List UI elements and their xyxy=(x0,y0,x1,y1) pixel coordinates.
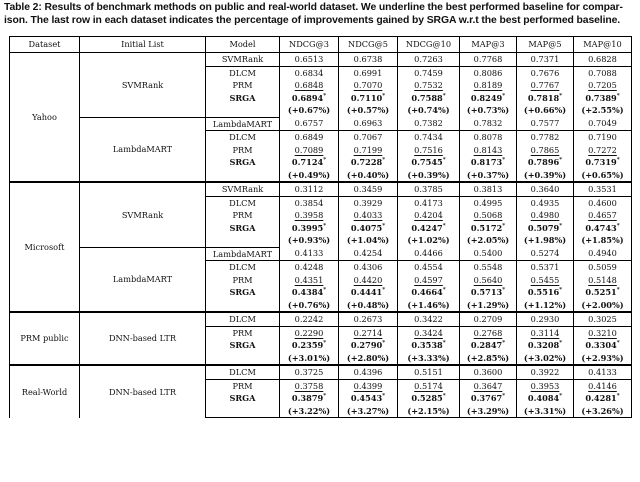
table-row xyxy=(10,117,632,131)
model-cell: DLCM xyxy=(206,66,280,79)
initial-list-cell: LambdaMART xyxy=(80,117,206,182)
metric-value-cell: 0.4935 xyxy=(517,196,574,209)
metric-value-cell: 0.4597 xyxy=(398,274,460,287)
model-cell: SRGA xyxy=(206,392,280,405)
model-cell: PRM xyxy=(206,144,280,157)
model-cell: DLCM xyxy=(206,261,280,274)
metric-value-cell: 0.5068 xyxy=(460,209,517,222)
metric-value-cell: 0.7263 xyxy=(398,53,460,67)
model-cell: LambdaMART xyxy=(206,247,280,261)
model-cell: DLCM xyxy=(206,196,280,209)
metric-value-cell: 0.7199 xyxy=(339,144,398,157)
header-cell: NDCG@5 xyxy=(339,37,398,53)
metric-value-cell: 0.5148 xyxy=(574,274,632,287)
metric-value-cell: (+1.29%) xyxy=(460,299,517,313)
metric-value-cell: 0.4133 xyxy=(280,247,339,261)
metric-value-cell: 0.4204 xyxy=(398,209,460,222)
model-cell: SRGA xyxy=(206,222,280,235)
metric-value-cell: 0.4995 xyxy=(460,196,517,209)
metric-value-cell: (+0.37%) xyxy=(460,169,517,183)
dataset-cell: Real-World xyxy=(10,365,80,418)
metric-value-cell: (+1.85%) xyxy=(574,234,632,247)
metric-value-cell: (+0.49%) xyxy=(280,169,339,183)
metric-value-cell: 0.6894* xyxy=(280,92,339,105)
initial-list-cell: LambdaMART xyxy=(80,247,206,312)
header-cell: Dataset xyxy=(10,37,80,53)
metric-value-cell: 0.7228* xyxy=(339,156,398,169)
metric-value-cell: 0.2714 xyxy=(339,326,398,339)
model-cell: DLCM xyxy=(206,131,280,144)
metric-value-cell: 0.4306 xyxy=(339,261,398,274)
metric-value-cell: 0.7532 xyxy=(398,79,460,92)
metric-value-cell: 0.2242 xyxy=(280,312,339,326)
table-caption xyxy=(4,1,636,27)
metric-value-cell: 0.3767* xyxy=(460,392,517,405)
model-cell: SVMRank xyxy=(206,182,280,196)
metric-value-cell: 0.5371 xyxy=(517,261,574,274)
metric-value-cell: 0.8249* xyxy=(460,92,517,105)
metric-value-cell: 0.2359* xyxy=(280,339,339,352)
metric-value-cell: 0.4657 xyxy=(574,209,632,222)
header-cell: Initial List xyxy=(80,37,206,53)
metric-value-cell: 0.3538* xyxy=(398,339,460,352)
metric-value-cell: 0.4940 xyxy=(574,247,632,261)
metric-value-cell: 0.3424 xyxy=(398,326,460,339)
metric-value-cell: 0.5640 xyxy=(460,274,517,287)
initial-list-cell: DNN-based LTR xyxy=(80,312,206,365)
metric-value-cell: 0.7832 xyxy=(460,117,517,131)
metric-value-cell: 0.5059 xyxy=(574,261,632,274)
metric-value-cell: 0.3813 xyxy=(460,182,517,196)
metric-value-cell: 0.3879* xyxy=(280,392,339,405)
metric-value-cell: 0.3531 xyxy=(574,182,632,196)
metric-value-cell: 0.3725 xyxy=(280,365,339,379)
model-cell xyxy=(206,299,280,313)
metric-value-cell: 0.6834 xyxy=(280,66,339,79)
metric-value-cell: 0.5285* xyxy=(398,392,460,405)
metric-value-cell: 0.3929 xyxy=(339,196,398,209)
table-row xyxy=(10,365,632,379)
metric-value-cell: 0.7371 xyxy=(517,53,574,67)
header-row xyxy=(10,37,632,53)
metric-value-cell: (+1.04%) xyxy=(339,234,398,247)
metric-value-cell: 0.7070 xyxy=(339,79,398,92)
metric-value-cell: (+1.12%) xyxy=(517,299,574,313)
metric-value-cell: 0.4441* xyxy=(339,286,398,299)
metric-value-cell: 0.2290 xyxy=(280,326,339,339)
metric-value-cell: (+0.66%) xyxy=(517,104,574,117)
model-cell: PRM xyxy=(206,209,280,222)
metric-value-cell: 0.4420 xyxy=(339,274,398,287)
metric-value-cell: 0.3785 xyxy=(398,182,460,196)
header-cell: NDCG@3 xyxy=(280,37,339,53)
metric-value-cell: 0.4084* xyxy=(517,392,574,405)
metric-value-cell: (+0.76%) xyxy=(280,299,339,313)
metric-value-cell: 0.5172* xyxy=(460,222,517,235)
metric-value-cell: 0.7205 xyxy=(574,79,632,92)
metric-value-cell: 0.7089 xyxy=(280,144,339,157)
metric-value-cell: 0.5548 xyxy=(460,261,517,274)
dataset-cell: Yahoo xyxy=(10,53,80,183)
metric-value-cell: 0.3208* xyxy=(517,339,574,352)
metric-value-cell: 0.4980 xyxy=(517,209,574,222)
metric-value-cell: (+3.29%) xyxy=(460,405,517,418)
metric-value-cell: 0.7516 xyxy=(398,144,460,157)
metric-value-cell: 0.4254 xyxy=(339,247,398,261)
results-table xyxy=(9,36,632,418)
metric-value-cell: 0.4554 xyxy=(398,261,460,274)
metric-value-cell: (+0.67%) xyxy=(280,104,339,117)
metric-value-cell: (+1.98%) xyxy=(517,234,574,247)
metric-value-cell: 0.4543* xyxy=(339,392,398,405)
metric-value-cell: (+3.22%) xyxy=(280,405,339,418)
metric-value-cell: 0.7545* xyxy=(398,156,460,169)
metric-value-cell: 0.4075* xyxy=(339,222,398,235)
model-cell xyxy=(206,234,280,247)
metric-value-cell: 0.4281* xyxy=(574,392,632,405)
metric-value-cell: 0.7049 xyxy=(574,117,632,131)
metric-value-cell: 0.7067 xyxy=(339,131,398,144)
metric-value-cell: 0.4247* xyxy=(398,222,460,235)
metric-value-cell: 0.6963 xyxy=(339,117,398,131)
metric-value-cell: 0.4399 xyxy=(339,379,398,392)
initial-list-cell: SVMRank xyxy=(80,53,206,118)
metric-value-cell: 0.8086 xyxy=(460,66,517,79)
model-cell xyxy=(206,405,280,418)
model-cell: LambdaMART xyxy=(206,117,280,131)
metric-value-cell: 0.5713* xyxy=(460,286,517,299)
metric-value-cell: (+0.40%) xyxy=(339,169,398,183)
metric-value-cell: 0.7434 xyxy=(398,131,460,144)
model-cell: SRGA xyxy=(206,156,280,169)
metric-value-cell: 0.5516* xyxy=(517,286,574,299)
metric-value-cell: 0.7382 xyxy=(398,117,460,131)
metric-value-cell: 0.7896* xyxy=(517,156,574,169)
metric-value-cell: 0.6828 xyxy=(574,53,632,67)
model-cell xyxy=(206,104,280,117)
metric-value-cell: 0.8189 xyxy=(460,79,517,92)
metric-value-cell: 0.7110* xyxy=(339,92,398,105)
metric-value-cell: 0.7767 xyxy=(517,79,574,92)
metric-value-cell: 0.5251* xyxy=(574,286,632,299)
metric-value-cell: (+0.39%) xyxy=(517,169,574,183)
model-cell: SRGA xyxy=(206,339,280,352)
metric-value-cell: 0.3953 xyxy=(517,379,574,392)
metric-value-cell: 0.7124* xyxy=(280,156,339,169)
metric-value-cell: (+2.55%) xyxy=(574,104,632,117)
table-row xyxy=(10,312,632,326)
dataset-cell: Microsoft xyxy=(10,182,80,312)
metric-value-cell: 0.4173 xyxy=(398,196,460,209)
model-cell: DLCM xyxy=(206,312,280,326)
table-row xyxy=(10,182,632,196)
caption-line-1: Table 2: Results of benchmark methods on public and real-world dataset. We underline the best performed baseline for compar- xyxy=(4,2,623,13)
metric-value-cell: 0.4351 xyxy=(280,274,339,287)
metric-value-cell: 0.7272 xyxy=(574,144,632,157)
metric-value-cell: 0.7818* xyxy=(517,92,574,105)
metric-value-cell: 0.8143 xyxy=(460,144,517,157)
metric-value-cell: (+0.48%) xyxy=(339,299,398,313)
metric-value-cell: (+1.02%) xyxy=(398,234,460,247)
metric-value-cell: 0.3958 xyxy=(280,209,339,222)
metric-value-cell: 0.5151 xyxy=(398,365,460,379)
metric-value-cell: 0.4146 xyxy=(574,379,632,392)
metric-value-cell: 0.7319* xyxy=(574,156,632,169)
metric-value-cell: (+3.27%) xyxy=(339,405,398,418)
metric-value-cell: (+0.65%) xyxy=(574,169,632,183)
metric-value-cell: 0.3112 xyxy=(280,182,339,196)
metric-value-cell: 0.3025 xyxy=(574,312,632,326)
metric-value-cell: 0.3854 xyxy=(280,196,339,209)
metric-value-cell: (+2.93%) xyxy=(574,352,632,366)
metric-value-cell: 0.2847* xyxy=(460,339,517,352)
model-cell: SVMRank xyxy=(206,53,280,67)
metric-value-cell: 0.3922 xyxy=(517,365,574,379)
metric-value-cell: 0.3758 xyxy=(280,379,339,392)
metric-value-cell: 0.3459 xyxy=(339,182,398,196)
metric-value-cell: 0.7389* xyxy=(574,92,632,105)
metric-value-cell: 0.2709 xyxy=(460,312,517,326)
metric-value-cell: 0.2790* xyxy=(339,339,398,352)
metric-value-cell: 0.7577 xyxy=(517,117,574,131)
metric-value-cell: 0.6848 xyxy=(280,79,339,92)
model-cell xyxy=(206,352,280,366)
metric-value-cell: 0.7676 xyxy=(517,66,574,79)
metric-value-cell: (+2.05%) xyxy=(460,234,517,247)
metric-value-cell: 0.6513 xyxy=(280,53,339,67)
metric-value-cell: 0.7588* xyxy=(398,92,460,105)
model-cell xyxy=(206,169,280,183)
metric-value-cell: 0.6757 xyxy=(280,117,339,131)
metric-value-cell: 0.3210 xyxy=(574,326,632,339)
dataset-cell: PRM public xyxy=(10,312,80,365)
metric-value-cell: 0.6991 xyxy=(339,66,398,79)
metric-value-cell: (+0.73%) xyxy=(460,104,517,117)
table-row xyxy=(10,53,632,67)
initial-list-cell: DNN-based LTR xyxy=(80,365,206,418)
metric-value-cell: 0.3640 xyxy=(517,182,574,196)
metric-value-cell: 0.8078 xyxy=(460,131,517,144)
metric-value-cell: (+1.46%) xyxy=(398,299,460,313)
metric-value-cell: 0.2930 xyxy=(517,312,574,326)
metric-value-cell: (+0.93%) xyxy=(280,234,339,247)
metric-value-cell: 0.3422 xyxy=(398,312,460,326)
metric-value-cell: (+2.85%) xyxy=(460,352,517,366)
model-cell: PRM xyxy=(206,379,280,392)
metric-value-cell: 0.4743* xyxy=(574,222,632,235)
metric-value-cell: (+3.33%) xyxy=(398,352,460,366)
metric-value-cell: 0.2768 xyxy=(460,326,517,339)
metric-value-cell: 0.4600 xyxy=(574,196,632,209)
metric-value-cell: 0.7782 xyxy=(517,131,574,144)
metric-value-cell: (+2.80%) xyxy=(339,352,398,366)
metric-value-cell: 0.4466 xyxy=(398,247,460,261)
metric-value-cell: 0.4396 xyxy=(339,365,398,379)
metric-value-cell: 0.7459 xyxy=(398,66,460,79)
metric-value-cell: 0.5455 xyxy=(517,274,574,287)
model-cell: PRM xyxy=(206,326,280,339)
metric-value-cell: (+2.15%) xyxy=(398,405,460,418)
model-cell: PRM xyxy=(206,274,280,287)
metric-value-cell: 0.5274 xyxy=(517,247,574,261)
metric-value-cell: 0.8173* xyxy=(460,156,517,169)
metric-value-cell: 0.7190 xyxy=(574,131,632,144)
metric-value-cell: 0.3647 xyxy=(460,379,517,392)
metric-value-cell: 0.6849 xyxy=(280,131,339,144)
metric-value-cell: 0.5174 xyxy=(398,379,460,392)
metric-value-cell: (+2.00%) xyxy=(574,299,632,313)
metric-value-cell: (+3.02%) xyxy=(517,352,574,366)
model-cell: SRGA xyxy=(206,92,280,105)
metric-value-cell: (+3.01%) xyxy=(280,352,339,366)
model-cell: PRM xyxy=(206,79,280,92)
results-table-container xyxy=(9,36,631,418)
metric-value-cell: 0.6738 xyxy=(339,53,398,67)
header-cell: NDCG@10 xyxy=(398,37,460,53)
metric-value-cell: 0.5079* xyxy=(517,222,574,235)
model-cell: DLCM xyxy=(206,365,280,379)
metric-value-cell: (+0.57%) xyxy=(339,104,398,117)
metric-value-cell: 0.7865 xyxy=(517,144,574,157)
metric-value-cell: (+0.74%) xyxy=(398,104,460,117)
caption-line-2: ison. The last row in each dataset indicates the percentage of improvements gained by SRGA w.r.t the best performed baseline. xyxy=(4,15,621,26)
header-cell: Model xyxy=(206,37,280,53)
metric-value-cell: 0.7768 xyxy=(460,53,517,67)
metric-value-cell: 0.3114 xyxy=(517,326,574,339)
model-cell: SRGA xyxy=(206,286,280,299)
header-cell: MAP@3 xyxy=(460,37,517,53)
initial-list-cell: SVMRank xyxy=(80,182,206,247)
metric-value-cell: (+3.31%) xyxy=(517,405,574,418)
metric-value-cell: (+3.26%) xyxy=(574,405,632,418)
metric-value-cell: 0.4033 xyxy=(339,209,398,222)
metric-value-cell: 0.3304* xyxy=(574,339,632,352)
metric-value-cell: 0.4133 xyxy=(574,365,632,379)
metric-value-cell: 0.7088 xyxy=(574,66,632,79)
table-row xyxy=(10,247,632,261)
metric-value-cell: 0.3995* xyxy=(280,222,339,235)
metric-value-cell: 0.5400 xyxy=(460,247,517,261)
header-cell: MAP@10 xyxy=(574,37,632,53)
metric-value-cell: 0.4248 xyxy=(280,261,339,274)
metric-value-cell: 0.4384* xyxy=(280,286,339,299)
metric-value-cell: 0.3600 xyxy=(460,365,517,379)
metric-value-cell: 0.4664* xyxy=(398,286,460,299)
header-cell: MAP@5 xyxy=(517,37,574,53)
metric-value-cell: 0.2673 xyxy=(339,312,398,326)
metric-value-cell: (+0.39%) xyxy=(398,169,460,183)
